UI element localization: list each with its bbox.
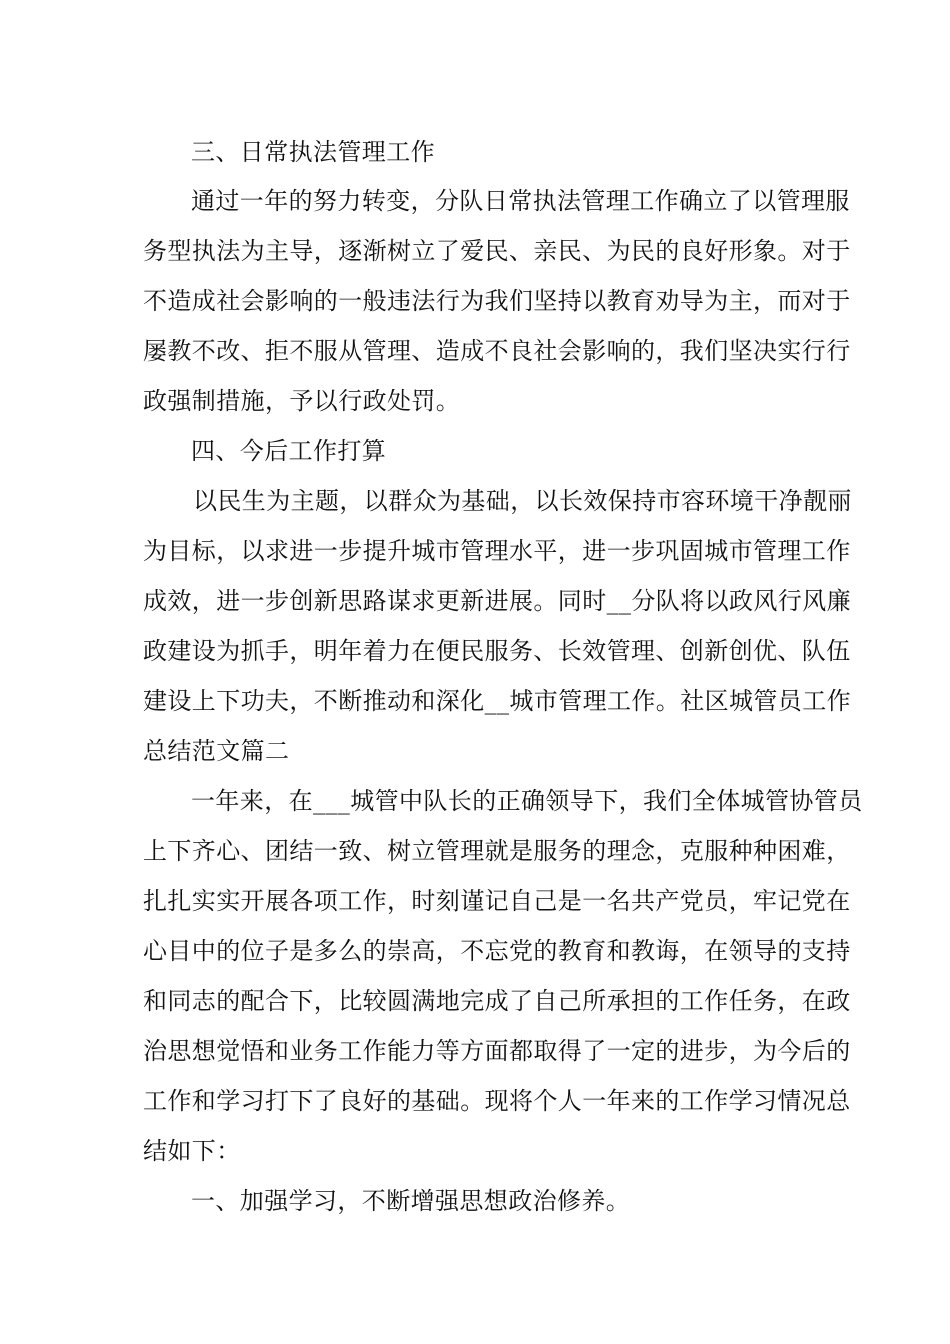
paragraph-line: 通过一年的努力转变，分队日常执法管理工作确立了以管理服 xyxy=(191,187,850,215)
paragraph-line: 不造成社会影响的一般违法行为我们坚持以教育劝导为主，而对于 xyxy=(143,287,851,315)
paragraph-line: 成效，进一步创新思路谋求更新进展。同时__分队将以政风行风廉 xyxy=(143,587,851,615)
paragraph-line: 结如下： xyxy=(143,1137,241,1165)
paragraph-line: 和同志的配合下，比较圆满地完成了自己所承担的工作任务，在政 xyxy=(143,987,851,1015)
section-heading: 四、今后工作打算 xyxy=(191,437,387,465)
paragraph-line: 工作和学习打下了良好的基础。现将个人一年来的工作学习情况总 xyxy=(143,1087,851,1115)
paragraph-line: 政强制措施，予以行政处罚。 xyxy=(143,387,461,415)
section-heading: 三、日常执法管理工作 xyxy=(191,138,435,166)
paragraph-line: 以民生为主题，以群众为基础，以长效保持市容环境干净靓丽 xyxy=(193,487,852,515)
paragraph-line: 务型执法为主导，逐渐树立了爱民、亲民、为民的良好形象。对于 xyxy=(143,237,851,265)
paragraph-line: 心目中的位子是多么的崇高，不忘党的教育和教诲，在领导的支持 xyxy=(143,937,851,965)
paragraph-line: 为目标，以求进一步提升城市管理水平，进一步巩固城市管理工作 xyxy=(143,537,851,565)
paragraph-line: 政建设为抓手，明年着力在便民服务、长效管理、创新创优、队伍 xyxy=(143,637,851,665)
section-heading: 一、加强学习，不断增强思想政治修养。 xyxy=(191,1187,631,1215)
paragraph-line: 总结范文篇二 xyxy=(143,737,290,765)
paragraph-line: 一年来，在___城管中队长的正确领导下，我们全体城管协管员 xyxy=(191,787,863,815)
paragraph-line: 扎扎实实开展各项工作，时刻谨记自己是一名共产党员，牢记党在 xyxy=(143,887,851,915)
paragraph-line: 建设上下功夫，不断推动和深化__城市管理工作。社区城管员工作 xyxy=(143,687,851,715)
paragraph-line: 屡教不改、拒不服从管理、造成不良社会影响的，我们坚决实行行 xyxy=(143,337,851,365)
paragraph-line: 治思想觉悟和业务工作能力等方面都取得了一定的进步，为今后的 xyxy=(143,1037,851,1065)
paragraph-line: 上下齐心、团结一致、树立管理就是服务的理念，克服种种困难， xyxy=(143,837,851,865)
